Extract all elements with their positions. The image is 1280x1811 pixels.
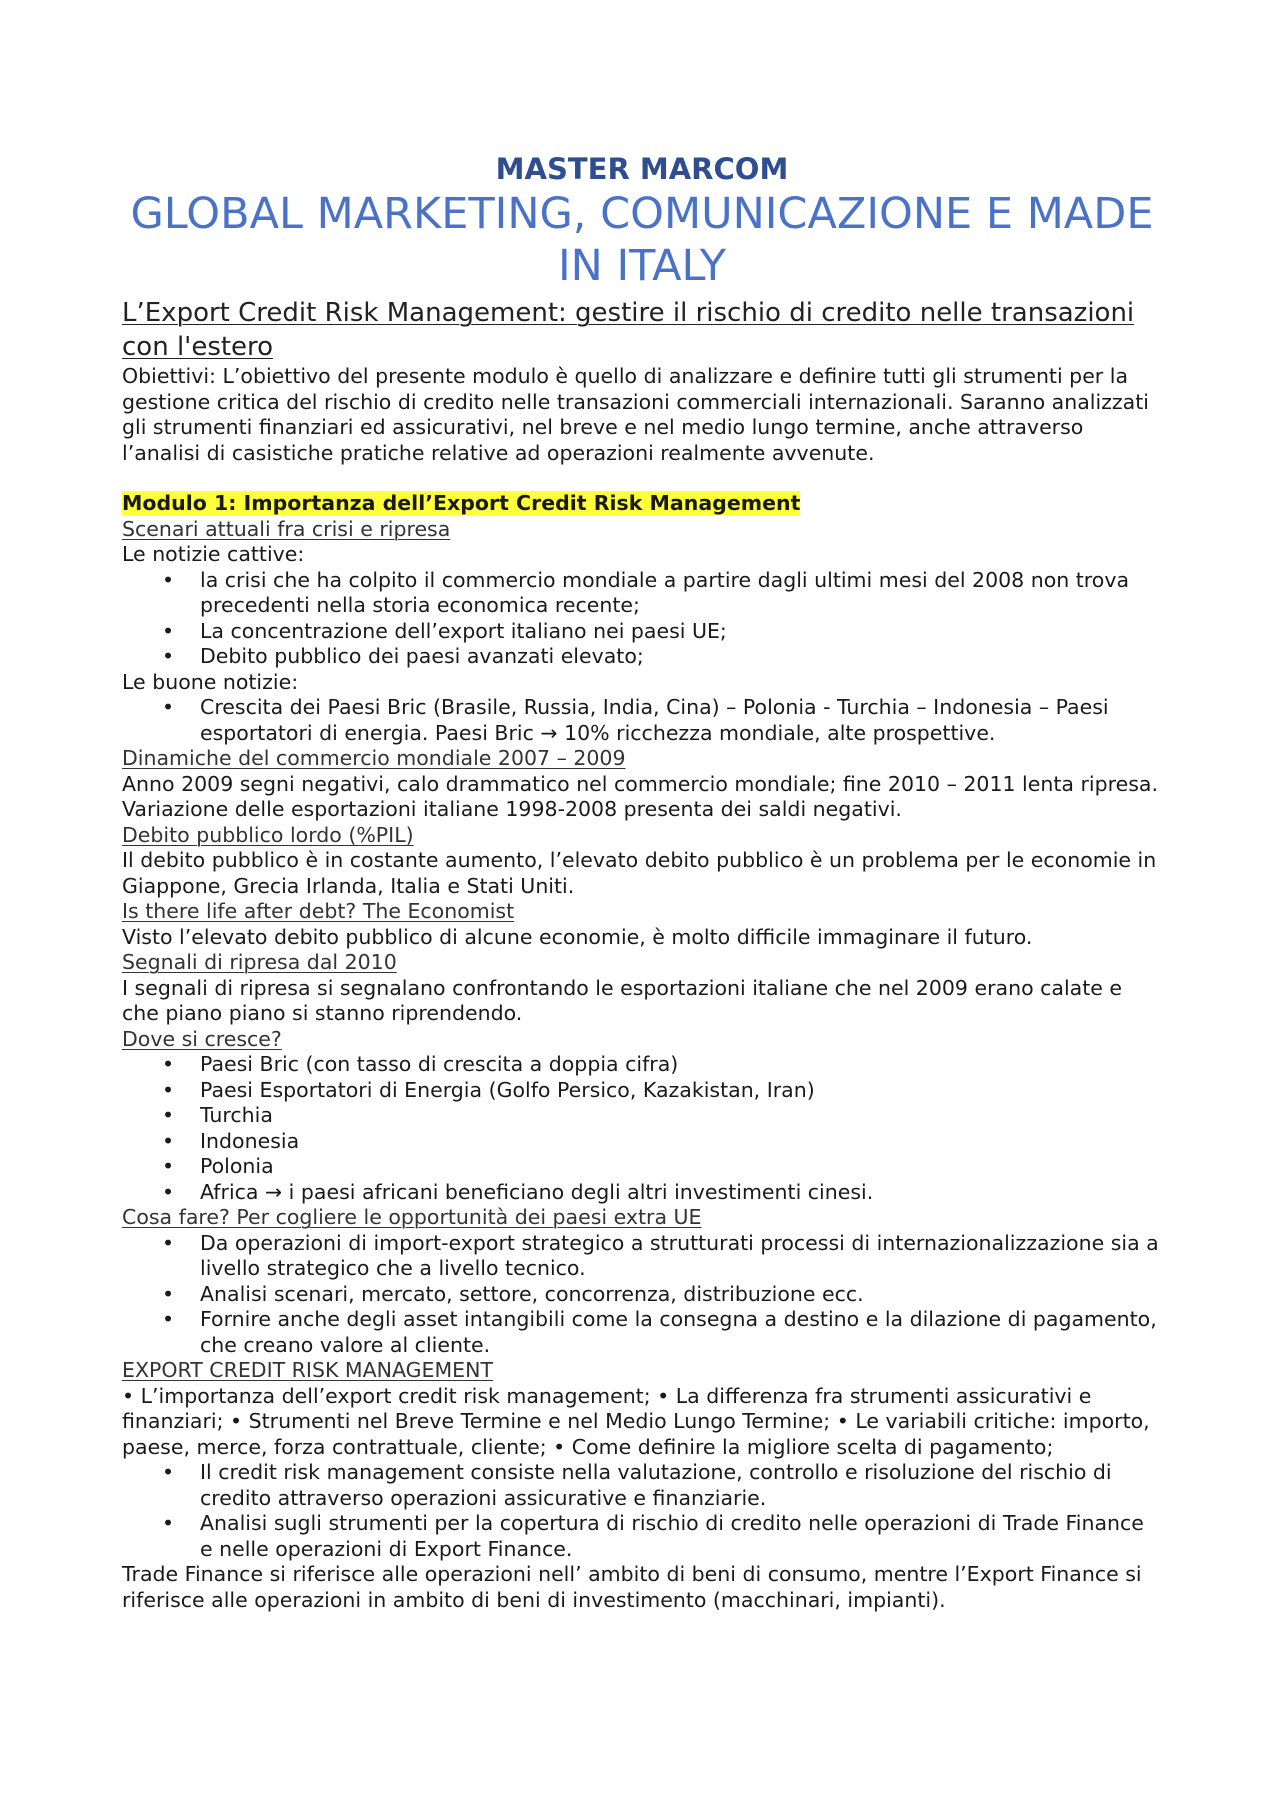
list-item-text: Da operazioni di import-export strategico a strutturati processi di internazionalizzazione sia a livello strategico che a livello tecnico. — [200, 1230, 1159, 1280]
list-item — [122, 1154, 1162, 1180]
objectives-paragraph: Obiettivi: L’obiettivo del presente modulo è quello di analizzare e definire tutti gli strumenti per la gestione critica del rischio di credito nelle transazioni commerciali internazionali. Saranno analizzati gli strumenti finanziari ed assicurativi, nel breve e nel medio lungo termine, anche attraverso l’analisi di casistiche pratiche relative ad operazioni realmente avvenute. — [122, 364, 1149, 465]
segnali-paragraph: I segnali di ripresa si segnalano confrontando le esportazioni italiane che nel 2009 erano calate e che piano piano si stanno riprendendo. — [122, 975, 1122, 1025]
list-item — [122, 1282, 1162, 1308]
list-item — [122, 619, 1162, 645]
list-item-text: Polonia — [200, 1154, 274, 1178]
list-item — [122, 1460, 1162, 1511]
economist-paragraph: Visto l’elevato debito pubblico di alcune economie, è molto difficile immaginare il futuro. — [122, 924, 1033, 949]
bullet-icon: • — [162, 1052, 175, 1076]
dove-list — [122, 1052, 1162, 1205]
list-item-text: Fornire anche degli asset intangibili come la consegna a destino e la dilazione di pagamento, che creano valore al cliente. — [200, 1307, 1157, 1357]
list-item-text: la crisi che ha colpito il commercio mondiale a partire dagli ultimi mesi del 2008 non trova precedenti nella storia economica recente; — [200, 567, 1130, 617]
bullet-icon: • — [162, 567, 175, 592]
list-item — [122, 1078, 1162, 1104]
section-heading-dove: Dove si cresce? — [122, 1026, 282, 1051]
list-item — [122, 1052, 1162, 1078]
dinamiche-paragraph-1: Anno 2009 segni negativi, calo drammatico nel commercio mondiale; fine 2010 – 2011 lenta ripresa. — [122, 771, 1158, 796]
bullet-icon: • — [162, 618, 175, 643]
bullet-icon: • — [162, 1077, 175, 1102]
good-news-label: Le buone notizie: — [122, 669, 299, 694]
section-heading-segnali: Segnali di ripresa dal 2010 — [122, 950, 397, 974]
module-headline: L’Export Credit Risk Management: gestire il rischio di credito nelle transazioni con l'estero — [122, 298, 1135, 362]
module-title — [122, 491, 1162, 517]
list-item-text: Paesi Bric (con tasso di crescita a doppia cifra) — [200, 1052, 679, 1076]
main-title: GLOBAL MARKETING, COMUNICAZIONE E MADE IN ITALY — [130, 189, 1154, 291]
list-item-text: Analisi sugli strumenti per la copertura di rischio di credito nelle operazioni di Trade Finance e nelle operazioni di Export Finance. — [200, 1511, 1144, 1561]
bullet-icon: • — [162, 695, 175, 719]
list-item-text: La concentrazione dell’export italiano nei paesi UE; — [200, 618, 727, 643]
list-item-text: Crescita dei Paesi Bric (Brasile, Russia, India, Cina) – Polonia - Turchia – Indonesia – Paesi esportatori di energia. Paesi Bric → 10% ricchezza mondiale, alte prospettive. — [200, 695, 1109, 745]
bullet-icon: • — [162, 1230, 175, 1255]
bullet-icon: • — [162, 1103, 175, 1127]
master-title: MASTER MARCOM — [495, 152, 789, 186]
bullet-icon: • — [162, 644, 175, 668]
list-item — [122, 1129, 1162, 1155]
dinamiche-paragraph-2: Variazione delle esportazioni italiane 1998-2008 presenta dei saldi negativi. — [122, 797, 902, 821]
section-heading-debito: Debito pubblico lordo (%PIL) — [122, 822, 414, 847]
bullet-icon: • — [162, 1307, 175, 1331]
bullet-icon: • — [162, 1281, 175, 1306]
list-item — [122, 1180, 1162, 1206]
list-item — [122, 568, 1162, 619]
list-item — [122, 1103, 1162, 1129]
list-item-text: Analisi scenari, mercato, settore, concorrenza, distribuzione ecc. — [200, 1281, 864, 1306]
list-item — [122, 644, 1162, 670]
module-title-highlight: Modulo 1: Importanza dell’Export Credit Risk Management — [122, 491, 801, 515]
cosa-list — [122, 1231, 1162, 1359]
bullet-icon: • — [162, 1179, 175, 1204]
bullet-icon: • — [162, 1460, 175, 1484]
bad-news-list — [122, 568, 1162, 670]
list-item — [122, 695, 1162, 746]
ecrm-summary: • L’importanza dell’export credit risk management; • La differenza fra strumenti assicurativi e finanziari; • Strumenti nel Breve Termine e nel Medio Lungo Termine; • Le variabili critiche: importo, paese, merce, forza contrattuale, cliente; • Come definire la migliore scelta di pagamento; — [122, 1383, 1150, 1459]
list-item-text: Indonesia — [200, 1128, 300, 1153]
list-item — [122, 1511, 1162, 1562]
list-item-text: Africa → i paesi africani beneficiano degli altri investimenti cinesi. — [200, 1179, 874, 1204]
section-heading-dinamiche: Dinamiche del commercio mondiale 2007 – 2009 — [122, 746, 626, 770]
list-item-text: Debito pubblico dei paesi avanzati elevato; — [200, 644, 644, 668]
section-heading-economist: Is there life after debt? The Economist — [122, 899, 515, 923]
bullet-icon: • — [162, 1128, 175, 1153]
list-item-text: Paesi Esportatori di Energia (Golfo Persico, Kazakistan, Iran) — [200, 1077, 815, 1102]
good-news-list — [122, 695, 1162, 746]
bullet-icon: • — [162, 1154, 175, 1178]
spacer — [122, 466, 1162, 491]
list-item-text: Turchia — [200, 1103, 273, 1127]
section-heading-cosa: Cosa fare? Per cogliere le opportunità dei paesi extra UE — [122, 1205, 702, 1229]
ecrm-list — [122, 1460, 1162, 1562]
section-heading-ecrm: EXPORT CREDIT RISK MANAGEMENT — [122, 1358, 493, 1382]
ecrm-closing-paragraph: Trade Finance si riferisce alle operazioni nell’ ambito di beni di consumo, mentre l’Export Finance si riferisce alle operazioni in ambito di beni di investimento (macchinari, impianti). — [122, 1562, 1142, 1612]
bad-news-label: Le notizie cattive: — [122, 542, 305, 566]
list-item — [122, 1307, 1162, 1358]
list-item — [122, 1231, 1162, 1282]
bullet-icon: • — [162, 1511, 175, 1535]
debito-paragraph: Il debito pubblico è in costante aumento, l’elevato debito pubblico è un problema per le economie in Giappone, Grecia Irlanda, Italia e Stati Uniti. — [122, 848, 1157, 898]
list-item-text: Il credit risk management consiste nella valutazione, controllo e risoluzione del rischio di credito attraverso operazioni assicurative e finanziarie. — [200, 1460, 1112, 1510]
section-heading-scenari: Scenari attuali fra crisi e ripresa — [122, 516, 451, 541]
